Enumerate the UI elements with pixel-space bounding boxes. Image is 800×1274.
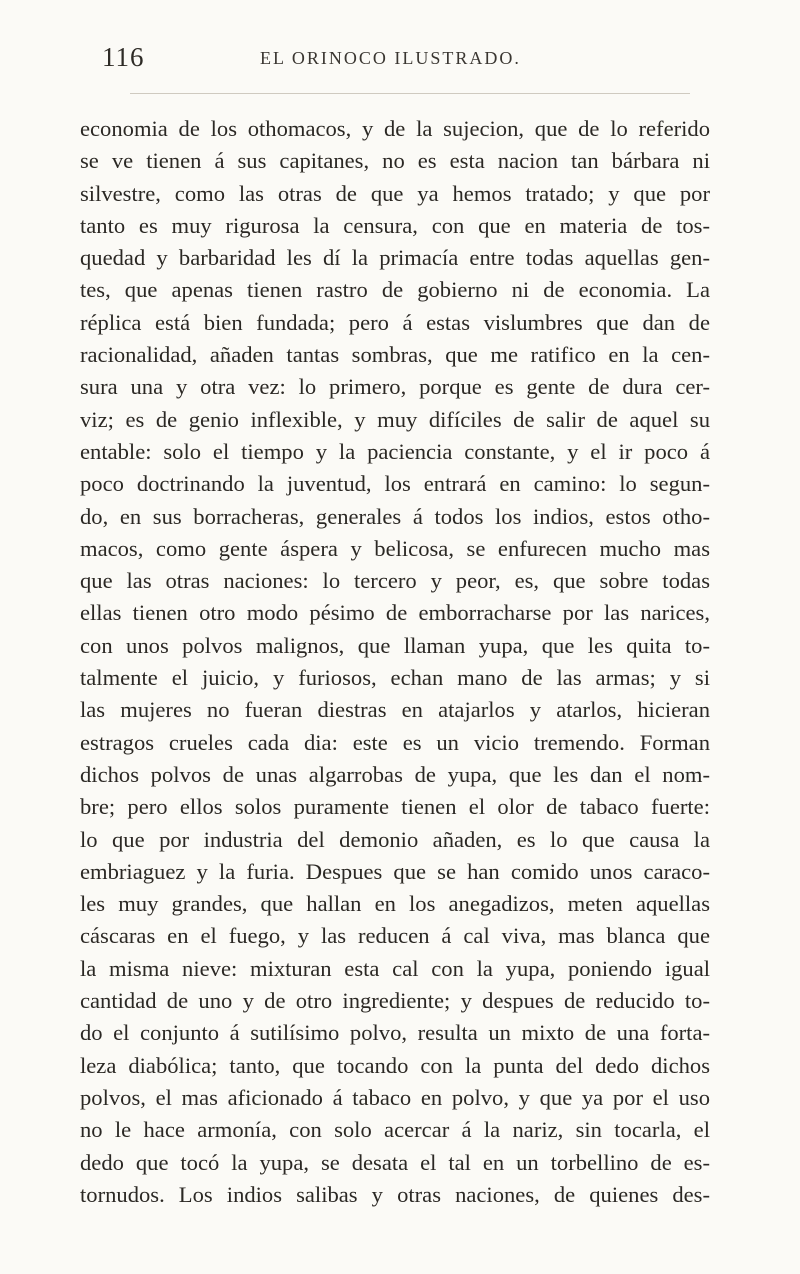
text-line: embriaguez y la furia. Despues que se han comido unos caraco- <box>80 858 710 884</box>
text-line: quedad y barbaridad les dí la primacía entre todas aquellas gen- <box>80 245 710 271</box>
text-line: cantidad de uno y de otro ingrediente; y despues de reducido to- <box>80 988 710 1014</box>
text-line: las mujeres no fueran diestras en atajarlos y atarlos, hicieran <box>80 697 710 723</box>
text-line: entable: solo el tiempo y la paciencia constante, y el ir poco á <box>80 438 710 464</box>
text-line: les muy grandes, que hallan en los anegadizos, meten aquellas <box>80 891 710 917</box>
text-line: se ve tienen á sus capitanes, no es esta nacion tan bárbara ni <box>80 148 710 174</box>
page-header <box>102 42 722 82</box>
text-line: macos, como gente áspera y belicosa, se enfurecen mucho mas <box>80 535 710 561</box>
text-line: tornudos. Los indios salibas y otras naciones, de quienes des- <box>80 1181 710 1207</box>
text-line: réplica está bien fundada; pero á estas vislumbres que dan de <box>80 309 710 335</box>
text-line: ellas tienen otro modo pésimo de emborracharse por las narices, <box>80 600 710 626</box>
text-line: do, en sus borracheras, generales á todos los indios, estos otho- <box>80 503 710 529</box>
running-title: EL ORINOCO ILUSTRADO. <box>260 48 521 68</box>
text-line: leza diabólica; tanto, que tocando con la punta del dedo dichos <box>80 1052 710 1078</box>
text-line: tes, que apenas tienen rastro de gobierno ni de economia. La <box>80 277 710 303</box>
text-line: economia de los othomacos, y de la sujecion, que de lo referido <box>80 116 710 141</box>
text-line: cáscaras en el fuego, y las reducen á cal viva, mas blanca que <box>80 923 710 949</box>
text-line: no le hace armonía, con solo acercar á la nariz, sin tocarla, el <box>80 1117 710 1143</box>
header-rule <box>130 93 690 94</box>
text-line: dedo que tocó la yupa, se desata el tal en un torbellino de es- <box>80 1149 710 1175</box>
text-line: poco doctrinando la juventud, los entrará en camino: lo segun- <box>80 471 710 497</box>
text-line: racionalidad, añaden tantas sombras, que me ratifico en la cen- <box>80 342 710 368</box>
text-line: viz; es de genio inflexible, y muy difíciles de salir de aquel su <box>80 406 710 432</box>
text-line: tanto es muy rigurosa la censura, con que en materia de tos- <box>80 212 710 238</box>
text-line: con unos polvos malignos, que llaman yupa, que les quita to- <box>80 632 710 658</box>
text-line: talmente el juicio, y furiosos, echan mano de las armas; y si <box>80 665 710 691</box>
text-line: polvos, el mas aficionado á tabaco en polvo, y que ya por el uso <box>80 1084 710 1110</box>
text-line: bre; pero ellos solos puramente tienen el olor de tabaco fuerte: <box>80 794 710 820</box>
page-number: 116 <box>102 42 145 72</box>
text-line: estragos crueles cada dia: este es un vicio tremendo. Forman <box>80 729 710 755</box>
text-line: do el conjunto á sutilísimo polvo, resulta un mixto de una forta- <box>80 1020 710 1046</box>
text-line: sura una y otra vez: lo primero, porque es gente de dura cer- <box>80 374 710 400</box>
text-line: que las otras naciones: lo tercero y peor, es, que sobre todas <box>80 568 710 594</box>
text-line: dichos polvos de unas algarrobas de yupa, que les dan el nom- <box>80 761 710 787</box>
text-line: la misma nieve: mixturan esta cal con la yupa, poniendo igual <box>80 955 710 981</box>
text-line: lo que por industria del demonio añaden, es lo que causa la <box>80 826 710 852</box>
body-text <box>80 113 710 1211</box>
text-line: silvestre, como las otras de que ya hemos tratado; y que por <box>80 180 710 206</box>
